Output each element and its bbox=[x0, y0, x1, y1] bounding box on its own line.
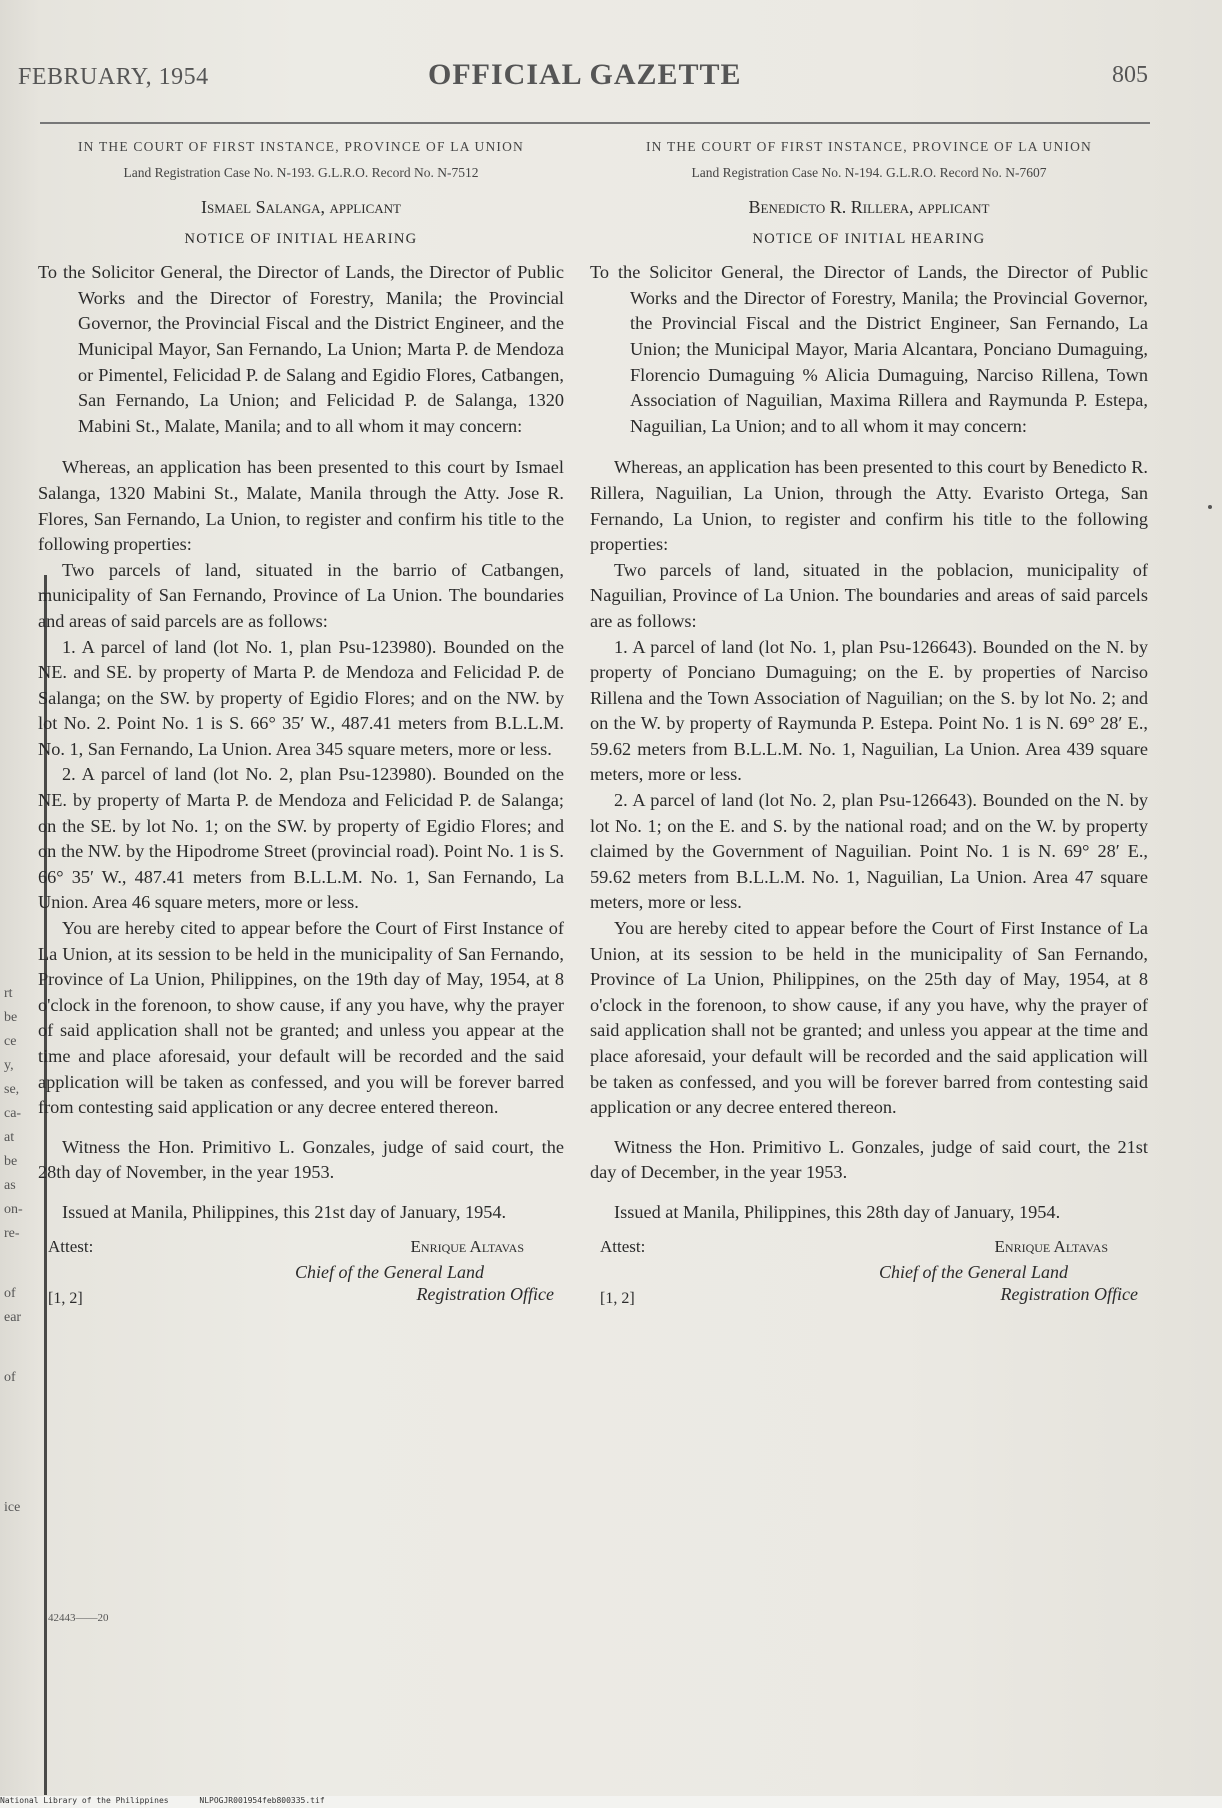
margin-fragment: ca- bbox=[4, 1106, 22, 1121]
signature-block bbox=[38, 1234, 564, 1344]
issued-paragraph: Issued at Manila, Philippines, this 21st day of January, 1954. bbox=[62, 1201, 507, 1222]
margin-fragment: on- bbox=[4, 1202, 23, 1217]
margin-fragment: se, bbox=[4, 1082, 20, 1097]
parcel-1-paragraph: 1. A parcel of land (lot No. 1, plan Psu-126643). Bounded on the N. by property of Ponciano Dumaguing; on the E. by properties of Narciso Rillena and the Town Association of Naguilian; on the S. by lot No. 2; and on the W. by property of Raymunda P. Estepa. Point No. 1 is N. 69° 28′ E., 59.62 meters from B.L.L.M. No. 1, Naguilian, La Union. Area 439 square meters, more or less. bbox=[590, 636, 1148, 785]
notice-heading: NOTICE OF INITIAL HEARING bbox=[184, 230, 418, 247]
reference-mark: [1, 2] bbox=[48, 1289, 83, 1307]
signer-name: Enrique Altavas bbox=[994, 1236, 1108, 1256]
signer-name: Enrique Altavas bbox=[410, 1236, 524, 1256]
margin-fragment: y, bbox=[4, 1058, 14, 1073]
file-name: NLPOGJR001954feb800335.tif bbox=[199, 1796, 325, 1805]
witness-paragraph: Witness the Hon. Primitivo L. Gonzales, judge of said court, the 21st day of December, in the year 1953. bbox=[590, 1136, 1148, 1183]
citation-paragraph: You are hereby cited to appear before the Court of First Instance of La Union, at its session to be held in the municipality of San Fernando, Province of La Union, Philippines, on the 25th day of May, 1954, at 8 o'clock in the forenoon, to show cause, if any you have, why the prayer of said application shall not be granted; and unless you appear at the time and place aforesaid, your default will be recorded and the said application will be taken as confessed, and you will be forever barred from contesting said application or any decree entered thereon. bbox=[590, 918, 1148, 1118]
header-title: OFFICIAL GAZETTE bbox=[428, 58, 742, 91]
page-number: 805 bbox=[1112, 62, 1148, 88]
margin-fragment: ce bbox=[4, 1034, 17, 1049]
signer-title-line-1: Chief of the General Land bbox=[879, 1261, 1068, 1282]
right-notice bbox=[590, 132, 1148, 1344]
signer-title-line-1: Chief of the General Land bbox=[295, 1261, 484, 1282]
addressee-paragraph: To the Solicitor General, the Director of Lands, the Director of Public Works and the Director of Forestry, Manila; the Provincial Governor, the Provincial Fiscal and the District Engineer, San Fernando, La Union; the Municipal Mayor, Maria Alcantara, Ponciano Dumaguing, Florencio Dumaguing % Alicia Dumaguing, Narciso Rillena, Town Association of Naguilian, Maxima Rillera and Raymunda P. Estepa, Naguilian, La Union; and to all whom it may concern: bbox=[590, 262, 1148, 436]
court-heading: IN THE COURT OF FIRST INSTANCE, PROVINCE OF LA UNION bbox=[645, 139, 1093, 154]
signer-title-line-2: Registration Office bbox=[416, 1283, 554, 1304]
parcel-2-paragraph: 2. A parcel of land (lot No. 2, plan Psu-126643). Bounded on the N. by lot No. 1; on the E. and S. by the national road; and on the W. by property claimed by the Government of Naguilian. Point No. 1 is N. 69° 28′ E., 59.62 meters from B.L.L.M. No. 1, Naguilian, La Union. Area 47 square meters, more or less. bbox=[590, 790, 1148, 913]
margin-fragment: of bbox=[4, 1370, 16, 1385]
header-rule bbox=[40, 122, 1150, 124]
library-credit: National Library of the Philippines bbox=[0, 1796, 169, 1805]
attest-label: Attest: bbox=[48, 1236, 94, 1256]
signer-title-line-2: Registration Office bbox=[1000, 1283, 1138, 1304]
parcel-2-paragraph: 2. A parcel of land (lot No. 2, plan Psu-123980). Bounded on the NE. by property of Marta P. de Mendoza and Felicidad P. de Salanga; on the SE. by lot No. 1; on the SW. by property of Egidio Flores; and on the NW. by the Hipodrome Street (provincial road). Point No. 1 is S. 66° 35′ W., 487.41 meters from B.L.L.M. No. 1, San Fernando, La Union. Area 46 square meters, more or less. bbox=[38, 764, 564, 913]
attest-label: Attest: bbox=[600, 1236, 646, 1256]
parcel-1-paragraph: 1. A parcel of land (lot No. 1, plan Psu-123980). Bounded on the NE. and SE. by property of Marta P. de Mendoza and Felicidad P. de Salanga; on the SW. by property of Egidio Flores; and on the NW. by lot No. 2. Point No. 1 is S. 66° 35′ W., 487.41 meters from B.L.L.M. No. 1, San Fernando, La Union. Area 345 square meters, more or less. bbox=[38, 636, 564, 759]
left-margin-fragments bbox=[0, 0, 40, 1808]
speck bbox=[1208, 505, 1212, 509]
body-paragraph: Two parcels of land, situated in the barrio of Catbangen, municipality of San Fernando, Province of La Union. The boundaries and areas of said parcels are as follows: bbox=[38, 559, 564, 631]
margin-fragment: re- bbox=[4, 1226, 20, 1241]
margin-fragment: of bbox=[4, 1286, 16, 1301]
left-notice bbox=[38, 132, 564, 1344]
court-heading: IN THE COURT OF FIRST INSTANCE, PROVINCE OF LA UNION bbox=[77, 139, 525, 154]
print-code: 42443——20 bbox=[48, 1612, 109, 1624]
scan-footer bbox=[0, 1796, 1222, 1808]
signature-block bbox=[590, 1234, 1148, 1344]
margin-fragment: rt bbox=[4, 986, 13, 1001]
margin-fragment: ice bbox=[4, 1500, 21, 1515]
witness-paragraph: Witness the Hon. Primitivo L. Gonzales, judge of said court, the 28th day of November, in the year 1953. bbox=[38, 1136, 564, 1183]
body-paragraph: Two parcels of land, situated in the poblacion, municipality of Naguilian, Province of La Union. The boundaries and areas of said parcels are as follows: bbox=[590, 559, 1148, 631]
applicant-name: Ismael Salanga, applicant bbox=[201, 197, 401, 217]
margin-fragment: at bbox=[4, 1130, 15, 1145]
body-paragraph: Whereas, an application has been presented to this court by Benedicto R. Rillera, Naguilian, La Union, through the Atty. Evaristo Ortega, San Fernando, La Union, to register and confirm his title to the following properties: bbox=[590, 457, 1148, 555]
body-paragraph: Whereas, an application has been presented to this court by Ismael Salanga, 1320 Mabini St., Malate, Manila through the Atty. Jose R. Flores, San Fernando, La Union, to register and confirm his title to the following properties: bbox=[38, 457, 564, 555]
reference-mark: [1, 2] bbox=[600, 1289, 635, 1307]
applicant-name: Benedicto R. Rillera, applicant bbox=[748, 197, 990, 217]
case-number: Land Registration Case No. N-194. G.L.R.O. Record No. N-7607 bbox=[691, 165, 1047, 180]
header-date: FEBRUARY, 1954 bbox=[18, 64, 209, 90]
margin-fragment: as bbox=[4, 1178, 16, 1193]
margin-fragment: be bbox=[4, 1154, 18, 1169]
notice-heading: NOTICE OF INITIAL HEARING bbox=[752, 230, 986, 247]
citation-paragraph: You are hereby cited to appear before the Court of First Instance of La Union, at its session to be held in the municipality of San Fernando, Province of La Union, Philippines, on the 19th day of May, 1954, at 8 o'clock in the forenoon, to show cause, if any you have, why the prayer of said application shall not be granted; and unless you appear at the time and place aforesaid, your default will be recorded and the said application will be taken as confessed, and you will be forever barred from contesting said application or any decree entered thereon. bbox=[38, 918, 564, 1118]
issued-paragraph: Issued at Manila, Philippines, this 28th day of January, 1954. bbox=[614, 1201, 1061, 1222]
margin-fragment: ear bbox=[4, 1310, 22, 1325]
case-number: Land Registration Case No. N-193. G.L.R.O. Record No. N-7512 bbox=[123, 165, 479, 180]
page-header bbox=[18, 58, 1148, 102]
addressee-paragraph: To the Solicitor General, the Director of Lands, the Director of Public Works and the Director of Forestry, Manila; the Provincial Governor, the Provincial Fiscal and the District Engineer, and the Municipal Mayor, San Fernando, La Union; Marta P. de Mendoza or Pimentel, Felicidad P. de Salang and Egidio Flores, Catbangen, San Fernando, La Union; and Felicidad P. de Salanga, 1320 Mabini St., Malate, Manila; and to all whom it may concern: bbox=[38, 262, 564, 436]
margin-fragment: be bbox=[4, 1010, 18, 1025]
